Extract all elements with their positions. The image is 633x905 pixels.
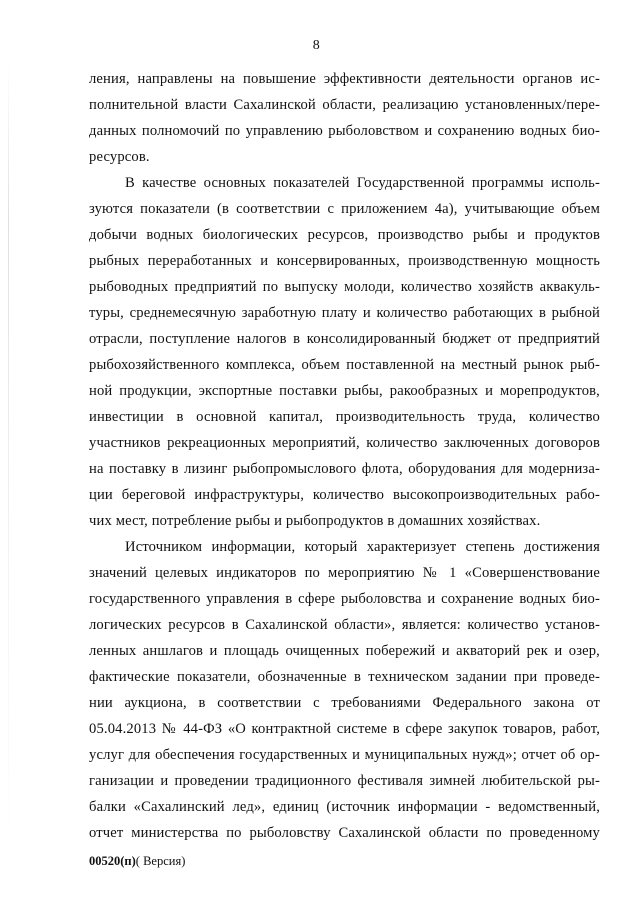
text-line: ленных аншлагов и площадь очищенных побережий и акваторий рек и озер, [89,643,600,659]
text-line: государственного управления в сфере рыболовства и сохранение водных био- [89,591,600,607]
text-line: ции береговой инфраструктуры, количество высокопроизводительных рабо- [89,487,600,503]
scan-edge-shadow [8,60,9,860]
text-line: добычи водных биологических ресурсов, производство рыбы и продуктов [89,227,600,243]
document-version: ( Версия) [135,854,186,868]
text-line: ления, направлены на повышение эффективности деятельности органов ис- [89,71,600,87]
text-line: полнительной власти Сахалинской области, реализацию установленных/пере- [89,97,600,113]
text-line: ганизации и проведении традиционного фестиваля зимней любительской ры- [89,773,600,789]
text-line: данных полномочий по управлению рыболовством и сохранению водных био- [89,123,600,139]
text-line: фактические показатели, обозначенные в техническом задании при проведе- [89,669,600,685]
text-line: инвестиции в основной капитал, производительность труда, количество [89,409,600,425]
text-line: балки «Сахалинский лед», единиц (источник информации - ведомственный, [89,799,600,815]
paragraph-first-line: Источником информации, который характеризует степень достижения [125,539,600,555]
paragraph-first-line: В качестве основных показателей Государственной программы исполь- [125,175,600,191]
text-line: ной продукции, экспортные поставки рыбы, ракообразных и морепродуктов, [89,383,600,399]
text-line: рыбохозяйственного комплекса, объем поставленной на местный рынок рыб- [89,357,600,373]
document-footer [89,854,185,869]
text-line: услуг для обеспечения государственных и муниципальных нужд»; отчет об ор- [89,747,600,763]
text-line: значений целевых индикаторов по мероприятию № 1 «Совершенствование [89,565,600,581]
document-code: 00520(п) [89,854,136,868]
text-line: чих мест, потребление рыбы и рыбопродуктов в домашних хозяйствах. [89,513,541,529]
text-line: на поставку в лизинг рыбопромыслового флота, оборудования для модерниза- [89,461,600,477]
text-line: логических ресурсов в Сахалинской области», является: количество установ- [89,617,600,633]
text-line: рыбных переработанных и консервированных, производственную мощность [89,253,600,269]
text-line: рыбоводных предприятий по выпуску молоди, количество хозяйств аквакуль- [89,279,600,295]
text-line: отрасли, поступление налогов в консолидированный бюджет от предприятий [89,331,600,347]
text-line: 05.04.2013 № 44-ФЗ «О контрактной системе в сфере закупок товаров, работ, [89,721,600,737]
page-number: 8 [312,38,321,53]
text-line: нии аукциона, в соответствии с требованиями Федерального закона от [89,695,600,711]
text-line: зуются показатели (в соответствии с приложением 4а), учитывающие объем [89,201,600,217]
text-line: ресурсов. [89,149,150,165]
text-line: участников рекреационных мероприятий, количество заключенных договоров [89,435,600,451]
text-line: отчет министерства по рыболовству Сахалинской области по проведенному [89,825,600,841]
text-line: туры, среднемесячную заработную плату и количество работающих в рыбной [89,305,600,321]
